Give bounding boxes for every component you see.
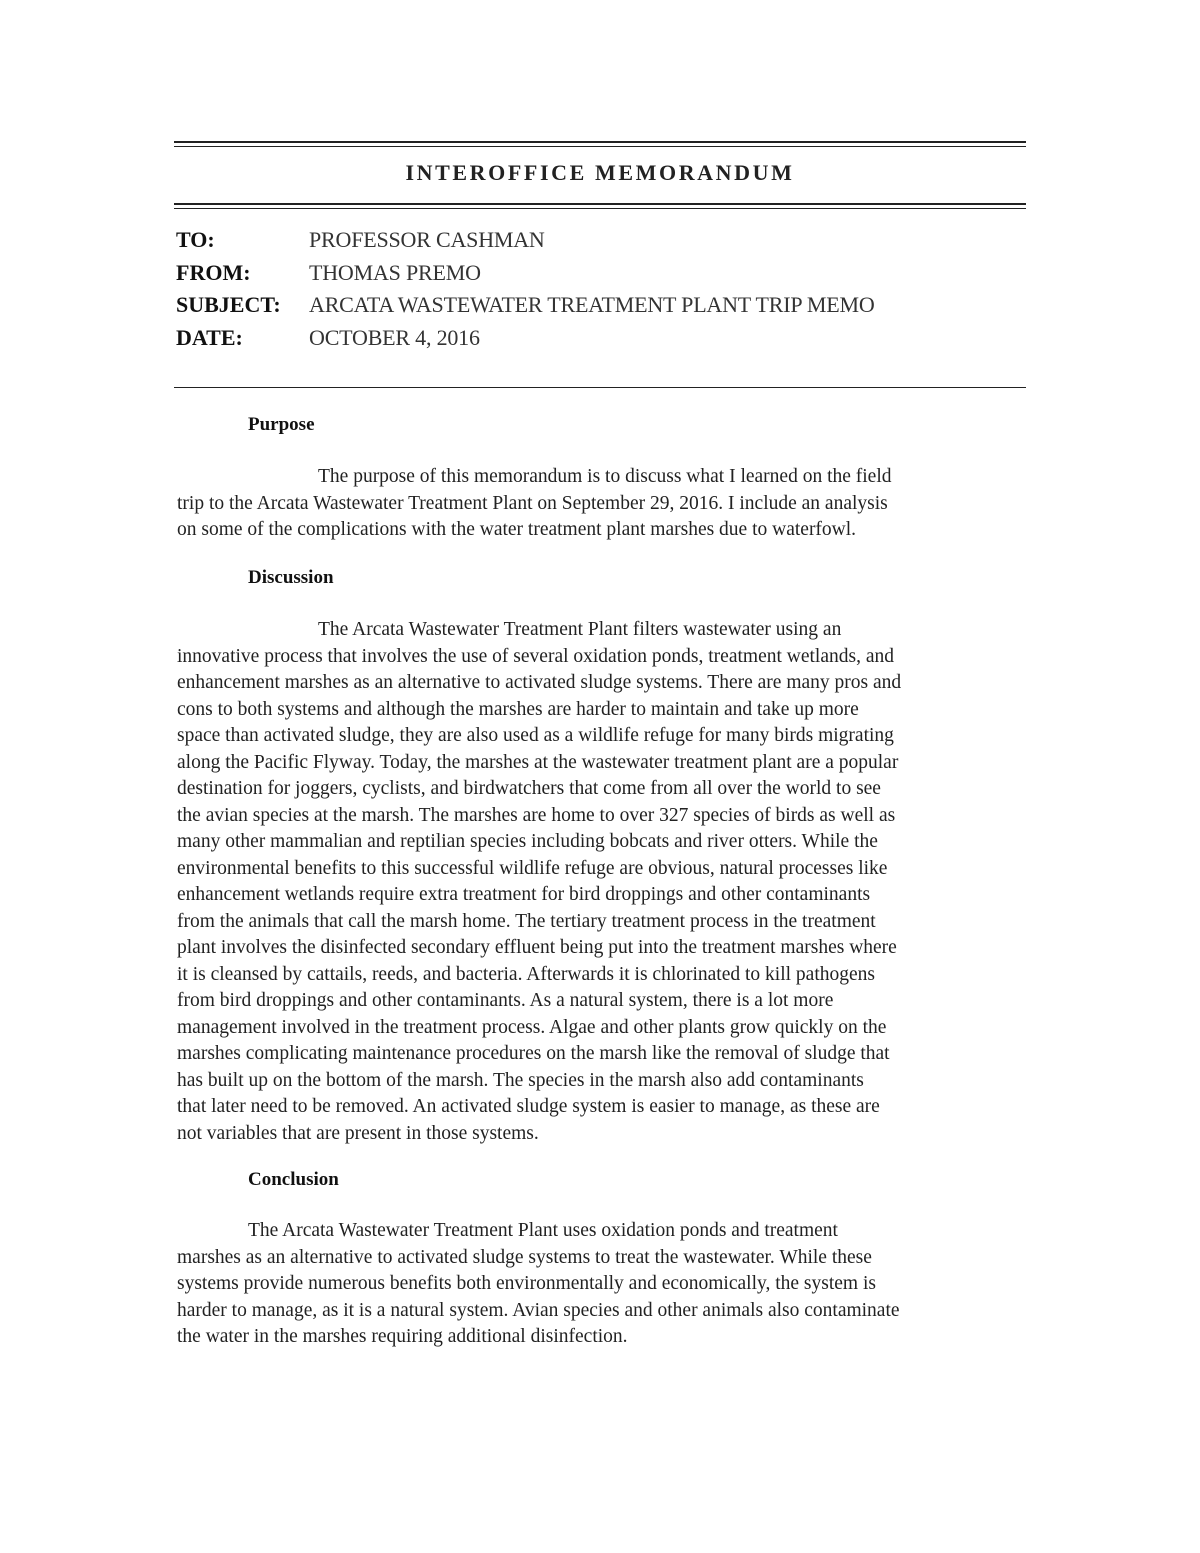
paragraph-line: from bird droppings and other contaminants. As a natural system, there is a lot more (177, 990, 834, 1011)
paragraph-line: marshes complicating maintenance procedures on the marsh like the removal of sludge that (177, 1043, 890, 1064)
header-row-to (176, 224, 875, 257)
paragraph-line: The Arcata Wastewater Treatment Plant filters wastewater using an (318, 619, 842, 640)
paragraph-line: The purpose of this memorandum is to discuss what I learned on the field (318, 466, 892, 487)
paragraph-line: not variables that are present in those systems. (177, 1122, 539, 1144)
discussion-paragraph (177, 617, 1027, 1147)
paragraph-line: innovative process that involves the use of several oxidation ponds, treatment wetlands, and (177, 645, 894, 667)
conclusion-paragraph (177, 1218, 1027, 1351)
paragraph-line: the avian species at the marsh. The marshes are home to over 327 species of birds as well as (177, 804, 896, 826)
paragraph-line: along the Pacific Flyway. Today, the marshes at the wastewater treatment plant are a popular (177, 751, 899, 773)
header-label: FROM: (176, 259, 251, 285)
header-row-from (176, 257, 875, 290)
top-double-rule (174, 141, 1026, 147)
discussion-heading: Discussion (248, 567, 334, 588)
paragraph-line: it is cleansed by cattails, reeds, and bacteria. Afterwards it is chlorinated to kill pathogens (177, 963, 875, 985)
paragraph-line: enhancement wetlands require extra treatment for bird droppings and other contaminants (177, 884, 871, 905)
paragraph-line: plant involves the disinfected secondary effluent being put into the treatment marshes where (177, 937, 897, 958)
header-label: DATE: (176, 324, 243, 350)
header-row-subject (176, 289, 875, 322)
title-double-rule (174, 203, 1026, 209)
paragraph-line: The Arcata Wastewater Treatment Plant uses oxidation ponds and treatment (248, 1220, 838, 1241)
header-value: ARCATA WASTEWATER TREATMENT PLANT TRIP MEMO (309, 292, 875, 318)
header-label: TO: (176, 227, 215, 253)
paragraph-line: has built up on the bottom of the marsh. The species in the marsh also add contaminants (177, 1069, 864, 1091)
paragraph-line: space than activated sludge, they are also used as a wildlife refuge for many birds migrating (177, 725, 894, 746)
memo-header (176, 224, 875, 354)
paragraph-line: enhancement marshes as an alternative to activated sludge systems. There are many pros and (177, 672, 902, 693)
header-divider (174, 387, 1026, 388)
purpose-heading: Purpose (248, 414, 315, 435)
header-value: OCTOBER 4, 2016 (309, 324, 480, 350)
paragraph-line: environmental benefits to this successful wildlife refuge are obvious, natural processes like (177, 857, 888, 879)
header-value: PROFESSOR CASHMAN (309, 227, 545, 253)
header-value: THOMAS PREMO (309, 259, 481, 285)
header-label: SUBJECT: (176, 292, 281, 318)
paragraph-line: the water in the marshes requiring additional disinfection. (177, 1326, 628, 1347)
paragraph-line: harder to manage, as it is a natural system. Avian species and other animals also contaminate (177, 1299, 900, 1321)
memo-title: INTEROFFICE MEMORANDUM (405, 160, 795, 185)
paragraph-line: trip to the Arcata Wastewater Treatment Plant on September 29, 2016. I include an analysis (177, 492, 888, 514)
paragraph-line: destination for joggers, cyclists, and birdwatchers that come from all over the world to see (177, 778, 881, 799)
purpose-paragraph (177, 464, 1027, 544)
paragraph-line: from the animals that call the marsh home. The tertiary treatment process in the treatment (177, 910, 876, 932)
paragraph-line: on some of the complications with the water treatment plant marshes due to waterfowl. (177, 519, 857, 540)
paragraph-line: systems provide numerous benefits both environmentally and economically, the system is (177, 1273, 876, 1294)
paragraph-line: that later need to be removed. An activated sludge system is easier to manage, as these are (177, 1096, 880, 1117)
header-row-date (176, 322, 875, 355)
conclusion-heading: Conclusion (248, 1169, 339, 1190)
paragraph-line: cons to both systems and although the marshes are harder to maintain and take up more (177, 698, 859, 720)
paragraph-line: marshes as an alternative to activated sludge systems to treat the wastewater. While these (177, 1246, 872, 1268)
paragraph-line: management involved in the treatment process. Algae and other plants grow quickly on the (177, 1016, 887, 1038)
paragraph-line: many other mammalian and reptilian species including bobcats and river otters. While the (177, 831, 878, 852)
